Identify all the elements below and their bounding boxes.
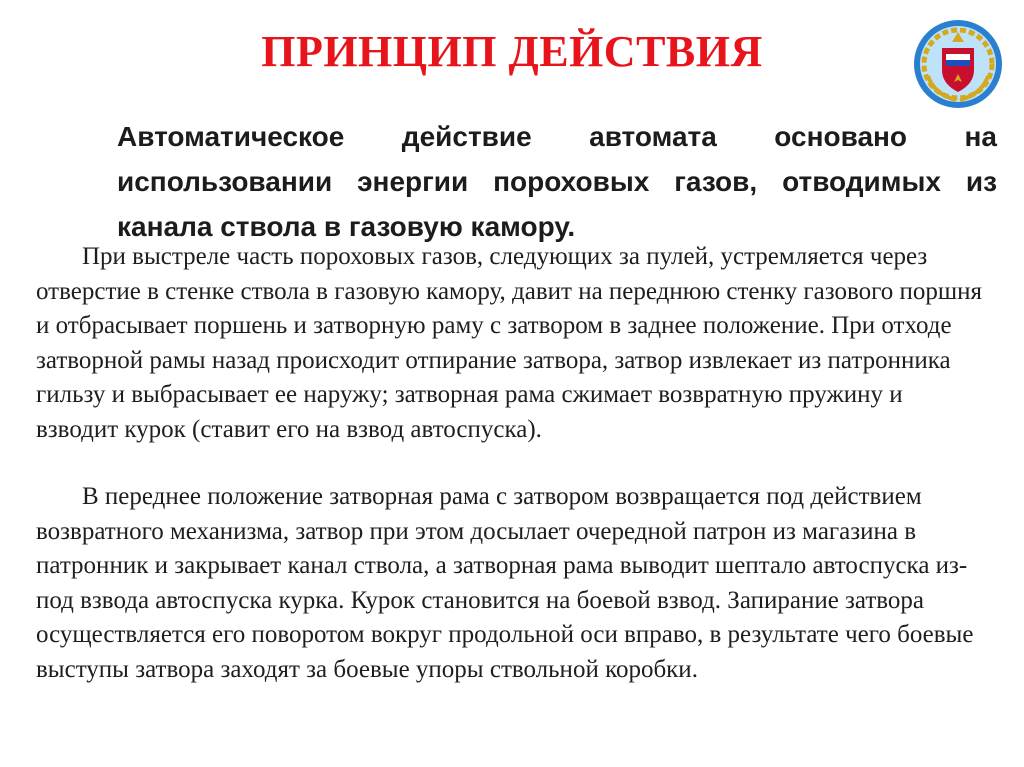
- slide-title: ПРИНЦИП ДЕЙСТВИЯ: [261, 27, 763, 76]
- body-paragraph-2: В переднее положение затворная рама с затвором возвращается под действием возвратного механизма, затвор при этом досылает очередной патрон из магазина в патронник и закрывает канал ствола, а затворная рама выводит шептало автоспуска из-под взвода автоспуска курка. Курок становится на боевой взвод. Запирание затвора осуществляется его поворотом вокруг продольной оси вправо, в результате чего боевые выступы затвора заходят за боевые упоры ствольной коробки.: [36, 483, 974, 683]
- intro-paragraph: Автоматическое действие автомата основано на использовании энергии пороховых газов, отводимых из канала ствола в газовую камору.: [117, 121, 997, 242]
- body-paragraph-1: При выстреле часть пороховых газов, следующих за пулей, устремляется через отверстие в стенке ствола в газовую камору, давит на переднюю стенку газового поршня и отбрасывает поршень и затворную раму с затвором в заднее положение. При отходе затворной рамы назад происходит отпирание затвора, затвор извлекает из патронника гильзу и выбрасывает ее наружу; затворная рама сжимает возвратную пружину и взводит курок (ставит его на взвод автоспуска).: [36, 243, 983, 443]
- military-emblem-icon: [912, 18, 1004, 110]
